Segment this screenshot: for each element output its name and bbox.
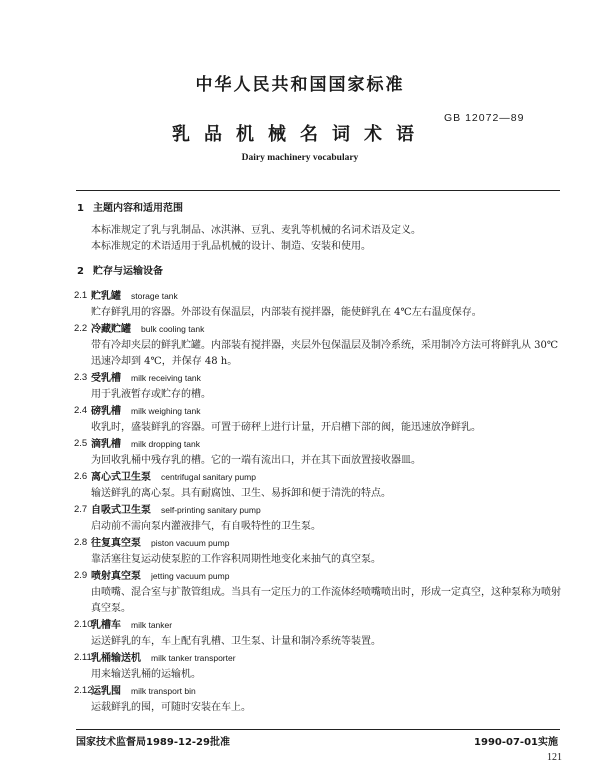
term-chinese: 贮乳罐 (91, 291, 121, 302)
term-chinese: 乳桶输送机 (91, 653, 141, 664)
term-definition: 启动前不需向泵内灌液排气，有自吸特性的卫生泵。 (91, 521, 321, 532)
term-number: 2.9 (74, 570, 88, 581)
term-definition: 由喷嘴、混合室与扩散管组成。当具有一定压力的工作流体经喷嘴喷出时，形成一定真空，这种泵称为喷射真空泵。 (91, 587, 561, 614)
paragraph: 本标准规定了乳与乳制品、冰淇淋、豆乳、麦乳等机械的名词术语及定义。 (91, 225, 421, 236)
term-english: centrifugal sanitary pump (161, 472, 256, 482)
document-title: 乳品机械名词术语 (172, 124, 428, 145)
term-entry (74, 321, 567, 338)
term-chinese: 往复真空泵 (91, 538, 141, 549)
term-number: 2.12 (74, 685, 93, 696)
approval-statement: 国家技术监督局1989-12-29批准 (76, 737, 230, 748)
section-number: 2 (77, 266, 84, 277)
section-title: 主题内容和适用范围 (93, 203, 183, 214)
term-english: milk tanker (131, 620, 173, 630)
term-entry (74, 683, 567, 700)
term-english: self-printing sanitary pump (161, 505, 261, 515)
term-number: 2.6 (74, 471, 88, 482)
term-definition: 收乳时，盛装鲜乳的容器。可置于磅秤上进行计量，开启槽下部的阀，能迅速放净鲜乳。 (91, 422, 481, 433)
term-number: 2.2 (74, 323, 88, 334)
term-chinese: 乳槽车 (91, 620, 121, 631)
term-english: storage tank (131, 291, 178, 301)
term-chinese: 冷藏贮罐 (91, 324, 131, 335)
term-english: milk receiving tank (131, 373, 201, 383)
term-english: milk transport bin (131, 686, 196, 696)
term-entry (74, 469, 567, 486)
paragraph: 本标准规定的术语适用于乳品机械的设计、制造、安装和使用。 (91, 241, 371, 252)
section-heading (77, 264, 567, 280)
term-definition: 用于乳液暂存或贮存的槽。 (91, 389, 211, 400)
term-chinese: 运乳囤 (91, 686, 121, 697)
term-entry (74, 288, 567, 305)
header-rule (76, 190, 560, 191)
term-definition: 靠活塞往复运动使泵腔的工作容积周期性地变化来抽气的真空泵。 (91, 554, 381, 565)
implementation-date: 1990-07-01实施 (474, 737, 558, 748)
term-definition: 为回收乳桶中残存乳的槽。它的一端有流出口，并在其下面放置接收器皿。 (91, 455, 421, 466)
term-entry (74, 650, 567, 667)
term-entry (74, 436, 567, 453)
document-subtitle-en: Dairy machinery vocabulary (241, 153, 359, 163)
standard-title: 中华人民共和国国家标准 (195, 75, 405, 95)
term-definition: 带有冷却夹层的鲜乳贮罐。内部装有搅拌器，夹层外包保温层及制冷系统，采用制冷方法可将鲜乳从 30℃迅速冷却到 4℃，并保存 48 h。 (91, 340, 559, 367)
term-english: jetting vacuum pump (151, 571, 230, 581)
footer-rule (76, 729, 560, 730)
term-entry (74, 568, 567, 585)
page-number: 121 (547, 752, 562, 763)
section-title: 贮存与运输设备 (93, 266, 163, 277)
term-number: 2.10 (74, 619, 93, 630)
term-number: 2.1 (74, 290, 88, 301)
term-number: 2.4 (74, 405, 88, 416)
term-english: bulk cooling tank (141, 324, 205, 334)
term-english: milk tanker transporter (151, 653, 236, 663)
term-definition: 用来输送乳桶的运输机。 (91, 669, 201, 680)
term-number: 2.8 (74, 537, 88, 548)
term-entry (74, 617, 567, 634)
term-chinese: 离心式卫生泵 (91, 472, 151, 483)
standard-number: GB 12072—89 (444, 112, 525, 124)
term-entry (74, 370, 567, 387)
term-number: 2.7 (74, 504, 88, 515)
term-definition: 贮存鲜乳用的容器。外部设有保温层，内部装有搅拌器，能使鲜乳在 4℃左右温度保存。 (91, 307, 482, 318)
term-number: 2.5 (74, 438, 88, 449)
term-number: 2.11 (74, 652, 92, 663)
section-number: 1 (77, 203, 84, 214)
section-heading (77, 201, 567, 217)
term-definition: 输送鲜乳的离心泵。具有耐腐蚀、卫生、易拆卸和便于清洗的特点。 (91, 488, 391, 499)
term-english: milk weighing tank (131, 406, 201, 416)
term-definition: 运载鲜乳的囤，可随时安装在车上。 (91, 702, 251, 713)
term-english: piston vacuum pump (151, 538, 230, 548)
term-number: 2.3 (74, 372, 88, 383)
term-chinese: 磅乳槽 (91, 406, 121, 417)
term-entry (74, 535, 567, 552)
term-entry (74, 502, 567, 519)
term-chinese: 滴乳槽 (91, 439, 121, 450)
term-english: milk dropping tank (131, 439, 200, 449)
term-definition: 运送鲜乳的车，车上配有乳槽、卫生泵、计量和制冷系统等装置。 (91, 636, 381, 647)
term-entry (74, 403, 567, 420)
term-chinese: 自吸式卫生泵 (91, 505, 151, 516)
term-chinese: 受乳槽 (91, 373, 121, 384)
term-chinese: 喷射真空泵 (91, 571, 141, 582)
document-body (74, 201, 567, 716)
